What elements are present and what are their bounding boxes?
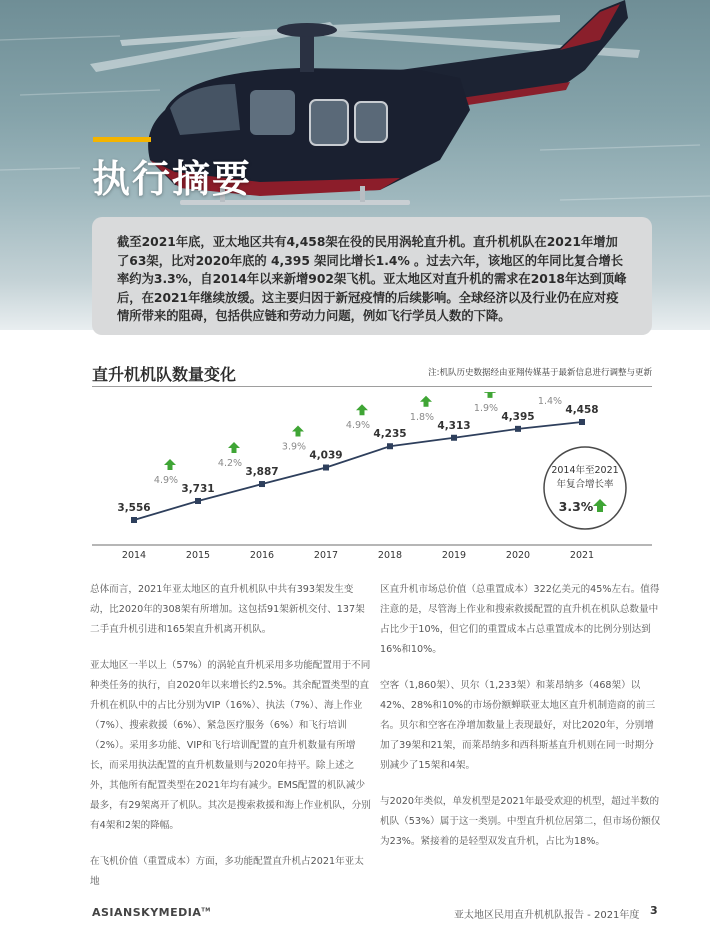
report-title-footer: 亚太地区民用直升机机队报告 - 2021年度 bbox=[454, 910, 640, 921]
cagr-title-line2: 年复合增长率 bbox=[556, 479, 614, 490]
data-value-label: 3,887 bbox=[245, 466, 279, 479]
body-paragraph: 区直升机市场总价值（总重置成本）322亿美元的45%左右。值得注意的是，尽管海上作业和搜索救援配置的直升机在机队总数量中占比少于10%，但它们的重置成本占总重置成本的比例分别达到16%和10%。 bbox=[380, 584, 660, 655]
x-tick-label: 2016 bbox=[249, 550, 275, 561]
body-paragraph: 空客（1,860架）、贝尔（1,233架）和莱昂纳多（468架）以42%、28%和10%的市场份额蝉联亚太地区直升机制造商的前三名。贝尔和空客在净增加数量上表现最好，对比2020年，分别增加了39架和21架，而莱昂纳多和西科斯基直升机则在同一时期分别减少了15架和4架。 bbox=[380, 680, 656, 771]
cagr-value: 3.3% bbox=[558, 499, 594, 514]
data-point bbox=[195, 498, 201, 504]
growth-rate-label: 1.8% bbox=[409, 411, 435, 423]
fleet-size-series-line bbox=[134, 419, 582, 520]
data-value-label: 4,313 bbox=[437, 419, 471, 432]
data-point bbox=[451, 435, 457, 441]
growth-up-arrow-icon bbox=[356, 404, 368, 415]
data-value-label: 4,458 bbox=[565, 404, 599, 416]
trademark-mark: TM bbox=[201, 907, 211, 914]
title-accent-bar bbox=[93, 137, 151, 142]
data-point bbox=[259, 481, 265, 487]
growth-up-arrow-icon bbox=[420, 396, 432, 407]
growth-rate-label: 3.9% bbox=[281, 441, 307, 453]
data-value-label: 4,235 bbox=[373, 428, 407, 441]
data-value-label: 3,556 bbox=[117, 502, 151, 514]
page-number: 3 bbox=[650, 904, 658, 917]
growth-up-arrow-icon bbox=[484, 392, 496, 398]
growth-rate-label: 4.9% bbox=[153, 474, 179, 486]
growth-up-arrow-icon bbox=[164, 459, 176, 470]
data-value-label: 3,731 bbox=[181, 482, 215, 495]
body-paragraph: 总体而言，2021年亚太地区的直升机机队中共有393架发生变动，比2020年的308架有所增加。这包括91架新机交付、137架二手直升机引进和165架直升机离开机队。 bbox=[90, 584, 365, 635]
x-tick-label: 2014 bbox=[121, 550, 147, 561]
data-value-label: 4,395 bbox=[501, 410, 535, 423]
fleet-size-line-chart bbox=[92, 392, 652, 572]
chart-section-header bbox=[92, 362, 652, 387]
x-tick-label: 2019 bbox=[441, 550, 467, 561]
data-point bbox=[579, 419, 585, 425]
data-point bbox=[515, 426, 521, 432]
body-paragraph: 与2020年类似，单发机型是2021年最受欢迎的机型，超过半数的机队（53%）属于这一类别。中型直升机位居第二，但市场份额仅为23%。紧接着的是轻型双发直升机，占比为18%。 bbox=[380, 796, 661, 847]
growth-up-arrow-icon bbox=[228, 442, 240, 453]
cagr-title-line1: 2014年至2021 bbox=[551, 465, 619, 476]
publisher-logo-text: ASIANSKYMEDIA bbox=[92, 906, 202, 919]
data-point bbox=[131, 517, 137, 523]
chart-section-title: 直升机机队数量变化 bbox=[92, 365, 237, 384]
data-point bbox=[323, 465, 329, 471]
body-paragraph: 亚太地区一半以上（57%）的涡轮直升机采用多功能配置用于不同种类任务的执行，自2020年以来增长约2.5%。其余配置类型的直升机在机队中的占比分别为VIP（16%）、执法（7%）、海上作业（7%）、搜索救援（6%）、紧急医疗服务（6%）和飞行培训（2%）。采用多功能、VIP和飞行培训配置的直升机数量有所增长，而采用执法配置的直升机数量则与2020年持平。除上述之外，其他所有配置类型在2021年均有减少。EMS配置的机队减少最多，有29架离开了机队。其次是搜索救援和海上作业机队，分别有4架和2架的降幅。 bbox=[90, 660, 371, 831]
publisher-logo bbox=[92, 906, 211, 919]
body-paragraph: 在飞机价值（重置成本）方面，多功能配置直升机占2021年亚太地 bbox=[90, 856, 364, 887]
x-tick-label: 2020 bbox=[505, 550, 531, 561]
data-point bbox=[387, 443, 393, 449]
growth-rate-label: 1.4% bbox=[537, 396, 563, 407]
x-tick-label: 2017 bbox=[313, 550, 339, 561]
growth-up-arrow-icon bbox=[292, 426, 304, 437]
executive-summary-box bbox=[92, 217, 652, 335]
x-tick-label: 2015 bbox=[185, 550, 211, 561]
x-tick-label: 2021 bbox=[569, 550, 595, 561]
page-title: 执行摘要 bbox=[92, 157, 253, 201]
growth-rate-label: 4.2% bbox=[217, 458, 243, 470]
chart-section-note: 注:机队历史数据经由亚翔传媒基于最新信息进行调整与更新 bbox=[428, 368, 652, 378]
x-tick-label: 2018 bbox=[377, 550, 403, 561]
body-column-left bbox=[90, 580, 372, 908]
growth-rate-label: 1.9% bbox=[473, 402, 499, 414]
cagr-callout bbox=[544, 447, 626, 529]
growth-rate-label: 4.9% bbox=[345, 420, 371, 432]
summary-text: 截至2021年底，亚太地区共有4,458架在役的民用涡轮直升机。直升机机队在2021年增加了63架，比对2020年底的 4,395 架同比增长1.4% 。过去六年，该地区的年同比复合增长率约为3.3%，自2014年以来新增902架飞机。亚太地区对直升机的需求在2018年达到顶峰后，在2021年继续放缓。这主要归因于新冠疫情的后续影响。全球经济以及行业仍在应对疫情所带来的阻碍，包括供应链和劳动力问题，例如飞行学员人数的下降。 bbox=[117, 235, 627, 323]
body-column-right bbox=[380, 580, 662, 868]
data-value-label: 4,039 bbox=[309, 449, 343, 462]
